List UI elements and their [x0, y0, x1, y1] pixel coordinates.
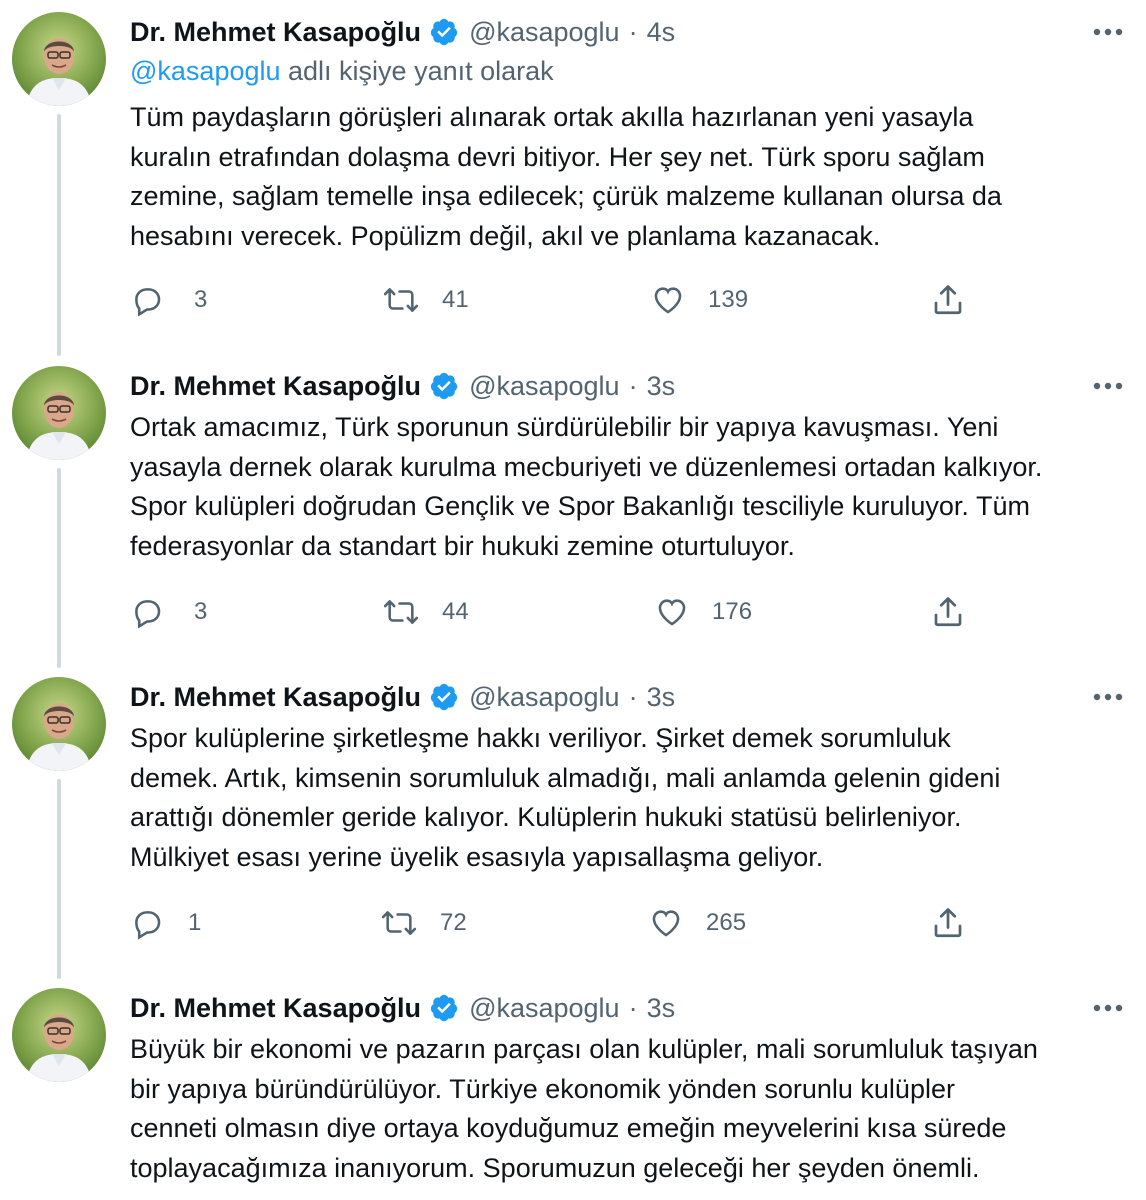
heart-icon	[650, 283, 686, 317]
like-count: 176	[712, 598, 753, 625]
share-icon	[930, 594, 966, 630]
replying-to	[130, 56, 554, 87]
more-icon[interactable]	[1088, 372, 1128, 400]
timestamp[interactable]: 3s	[646, 992, 676, 1023]
author-name[interactable]: Dr. Mehmet Kasapoğlu	[130, 992, 422, 1023]
retweet-count: 72	[440, 909, 467, 936]
author-handle[interactable]: @kasapoglu	[469, 681, 620, 712]
replying-mention[interactable]: @kasapoglu	[130, 56, 281, 86]
reply-count: 3	[194, 598, 208, 625]
author-name[interactable]: Dr. Mehmet Kasapoğlu	[130, 370, 422, 401]
timestamp[interactable]: 3s	[646, 370, 676, 401]
author-name[interactable]: Dr. Mehmet Kasapoğlu	[130, 681, 422, 712]
avatar[interactable]	[12, 366, 106, 460]
tweet-actions	[130, 901, 990, 945]
tweet[interactable]	[0, 667, 1146, 978]
tweet-actions	[130, 278, 990, 322]
tweet-text: Büyük bir ekonomi ve pazarın parçası olan kulüpler, mali sorumluluk taşıyan bir yapıya büründürülüyor. Türkiye ekonomik yönden sorunlu kulüpler cenneti olmasın diye ortaya koyduğumuz emeğin meyvelerini kısa sürede toplayacağımıza inanıyorum. Sporumuzun geleceği her şeyden önemli.	[130, 1034, 1038, 1183]
replying-suffix: adlı kişiye yanıt olarak	[280, 56, 554, 86]
reply-icon	[130, 906, 164, 940]
author-name[interactable]: Dr. Mehmet Kasapoğlu	[130, 16, 422, 47]
reply-icon	[130, 595, 164, 629]
reply-count: 3	[194, 286, 208, 313]
retweet-icon	[382, 595, 420, 629]
verified-badge-icon	[429, 682, 459, 712]
avatar[interactable]	[12, 12, 106, 106]
heart-icon	[654, 595, 690, 629]
tweet-text: Spor kulüplerine şirketleşme hakkı veriliyor. Şirket demek sorumluluk demek. Artık, kimsenin sorumluluk almadığı, mali anlamda gelenin gideni arattığı dönemler geride kalıyor. Kulüplerin hukuki statüsü belirleniyor. Mülkiyet esası yerine üyelik esasıyla yapısallaşma geliyor.	[130, 723, 1001, 872]
retweet-button[interactable]	[382, 590, 469, 634]
retweet-count: 41	[442, 286, 469, 313]
separator-dot: ·	[628, 992, 638, 1023]
retweet-button[interactable]	[380, 901, 467, 945]
separator-dot: ·	[628, 370, 638, 401]
retweet-icon	[382, 283, 420, 317]
more-icon[interactable]	[1088, 994, 1128, 1022]
tweet-text: Ortak amacımız, Türk sporunun sürdürülebilir bir yapıya kavuşması. Yeni yasayla dernek olarak kurulma mecburiyeti ve düzenlemesi ortadan kalkıyor. Spor kulüpleri doğrudan Gençlik ve Spor Bakanlığı tesciliyle kuruluyor. Tüm federasyonlar da standart bir hukuki zemine oturtuluyor.	[130, 412, 1043, 561]
more-icon[interactable]	[1088, 18, 1128, 46]
reply-count: 1	[188, 909, 202, 936]
author-handle[interactable]: @kasapoglu	[469, 992, 620, 1023]
tweet-text: Tüm paydaşların görüşleri alınarak ortak akılla hazırlanan yeni yasayla kuralın etrafından dolaşma devri bitiyor. Her şey net. Türk sporu sağlam zemine, sağlam temelle inşa edilecek; çürük malzeme kullanan olursa da hesabını verecek. Popülizm değil, akıl ve planlama kazanacak.	[130, 102, 1002, 251]
reply-button[interactable]	[130, 590, 207, 634]
retweet-count: 44	[442, 598, 469, 625]
author-handle[interactable]: @kasapoglu	[469, 16, 620, 47]
retweet-icon	[380, 906, 418, 940]
separator-dot: ·	[628, 16, 638, 47]
share-icon	[930, 282, 966, 318]
more-icon[interactable]	[1088, 683, 1128, 711]
timestamp[interactable]: 3s	[646, 681, 676, 712]
share-button[interactable]	[930, 278, 966, 322]
reply-icon	[130, 283, 164, 317]
tweet-actions	[130, 590, 990, 634]
share-button[interactable]	[930, 901, 966, 945]
author-handle[interactable]: @kasapoglu	[469, 370, 620, 401]
verified-badge-icon	[429, 17, 459, 47]
like-count: 265	[706, 909, 747, 936]
avatar[interactable]	[12, 988, 106, 1082]
separator-dot: ·	[628, 681, 638, 712]
share-icon	[930, 905, 966, 941]
share-button[interactable]	[930, 590, 966, 634]
reply-button[interactable]	[130, 278, 207, 322]
retweet-button[interactable]	[382, 278, 469, 322]
like-button[interactable]	[648, 901, 746, 945]
verified-badge-icon	[429, 993, 459, 1023]
like-button[interactable]	[654, 590, 752, 634]
tweet[interactable]	[0, 0, 1146, 356]
tweet[interactable]	[0, 978, 1146, 1200]
like-button[interactable]	[650, 278, 748, 322]
verified-badge-icon	[429, 371, 459, 401]
avatar[interactable]	[12, 677, 106, 771]
tweet[interactable]	[0, 356, 1146, 667]
like-count: 139	[708, 286, 749, 313]
heart-icon	[648, 906, 684, 940]
timestamp[interactable]: 4s	[646, 16, 676, 47]
reply-button[interactable]	[130, 901, 201, 945]
